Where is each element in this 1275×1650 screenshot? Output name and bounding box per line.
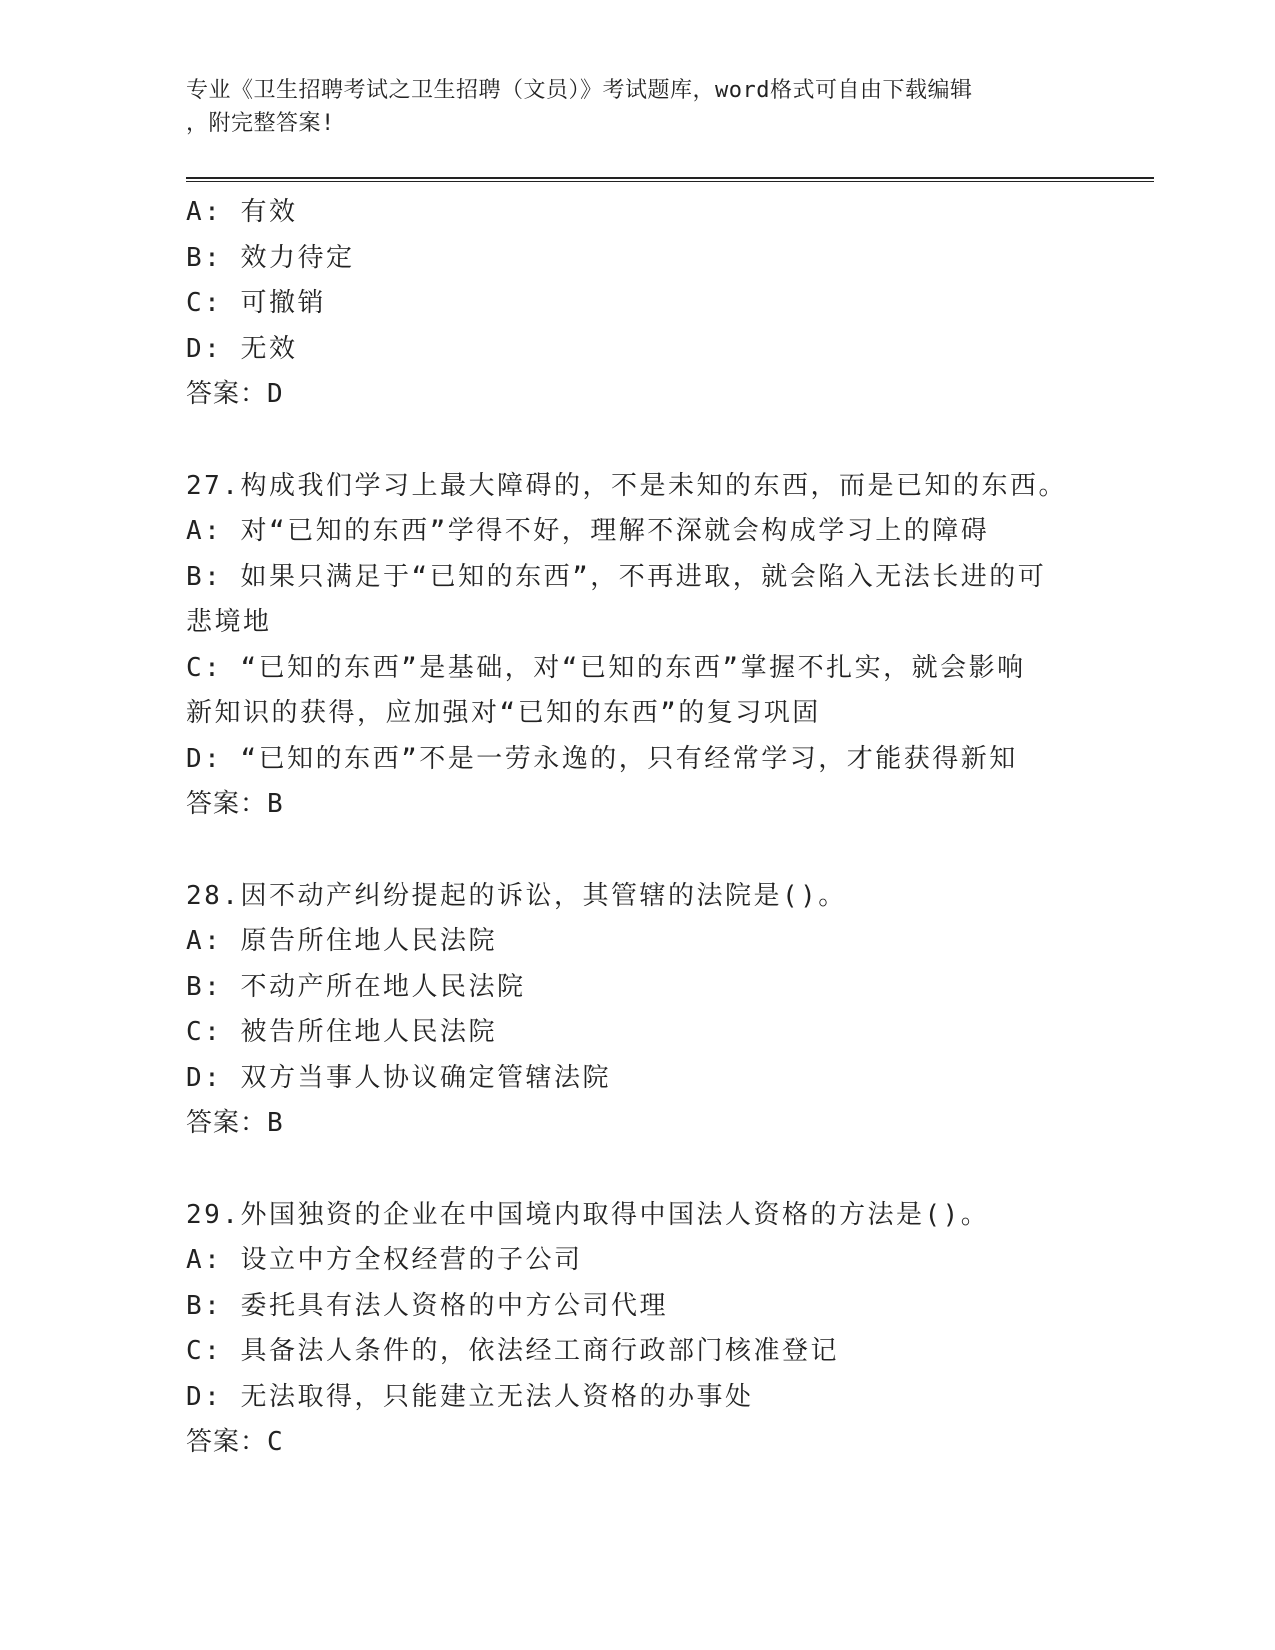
document-header: [186, 74, 1066, 140]
answer-line: [186, 1420, 1086, 1466]
question-text: 27.构成我们学习上最大障碍的，不是未知的东西，而是已知的东西。: [186, 470, 1067, 501]
header-divider: [186, 177, 1154, 182]
question-gap: [186, 828, 1086, 874]
answer-value: B: [267, 789, 284, 819]
question-list: [186, 190, 1086, 1466]
answer-label: 答案：: [186, 379, 268, 409]
option-b: B: 效力待定: [186, 242, 355, 273]
option-c-line-2: 新知识的获得，应加强对“已知的东西”的复习巩固: [186, 698, 821, 728]
option-d: D: “已知的东西”不是一劳永逸的，只有经常学习，才能获得新知: [186, 743, 1018, 774]
option-a: A: 有效: [186, 197, 298, 227]
option-b-line-2: 悲境地: [186, 607, 272, 637]
option-d: D: 无法取得，只能建立无法人资格的办事处: [186, 1381, 754, 1412]
question-26: [186, 190, 1086, 418]
option-a: A: 对“已知的东西”学得不好，理解不深就会构成学习上的障碍: [186, 516, 990, 546]
answer-value: D: [267, 379, 284, 409]
option-d: D: 无效: [186, 333, 298, 364]
question-text: 29.外国独资的企业在中国境内取得中国法人资格的方法是()。: [186, 1199, 990, 1230]
answer-label: 答案：: [186, 1427, 268, 1457]
option-c: C: 可撤销: [186, 288, 326, 318]
option-b: B: 不动产所在地人民法院: [186, 971, 526, 1002]
option-b-line-1: B: 如果只满足于“已知的东西”，不再进取，就会陷入无法长进的可: [186, 561, 1047, 592]
option-b: B: 委托具有法人资格的中方公司代理: [186, 1290, 668, 1321]
option-c: C: 被告所住地人民法院: [186, 1017, 497, 1047]
option-c: C: 具备法人条件的，依法经工商行政部门核准登记: [186, 1336, 839, 1366]
header-line-2: ，附完整答案!: [186, 111, 335, 136]
answer-label: 答案：: [186, 789, 268, 819]
answer-line: [186, 372, 1086, 418]
header-line-1: 专业《卫生招聘考试之卫生招聘（文员）》考试题库，word格式可自由下载编辑: [186, 78, 973, 103]
option-a: A: 原告所住地人民法院: [186, 926, 497, 956]
answer-value: B: [267, 1108, 284, 1138]
option-d: D: 双方当事人协议确定管辖法院: [186, 1062, 611, 1093]
option-a: A: 设立中方全权经营的子公司: [186, 1245, 583, 1275]
answer-line: [186, 1101, 1086, 1147]
question-28: [186, 874, 1086, 1147]
question-text: 28.因不动产纠纷提起的诉讼，其管辖的法院是()。: [186, 880, 847, 911]
question-29: [186, 1193, 1086, 1466]
question-27: [186, 464, 1086, 828]
answer-line: [186, 782, 1086, 828]
option-c-line-1: C: “已知的东西”是基础，对“已知的东西”掌握不扎实，就会影响: [186, 652, 1026, 683]
question-gap: [186, 1147, 1086, 1193]
question-gap: [186, 418, 1086, 464]
answer-value: C: [267, 1427, 284, 1457]
answer-label: 答案：: [186, 1108, 268, 1138]
